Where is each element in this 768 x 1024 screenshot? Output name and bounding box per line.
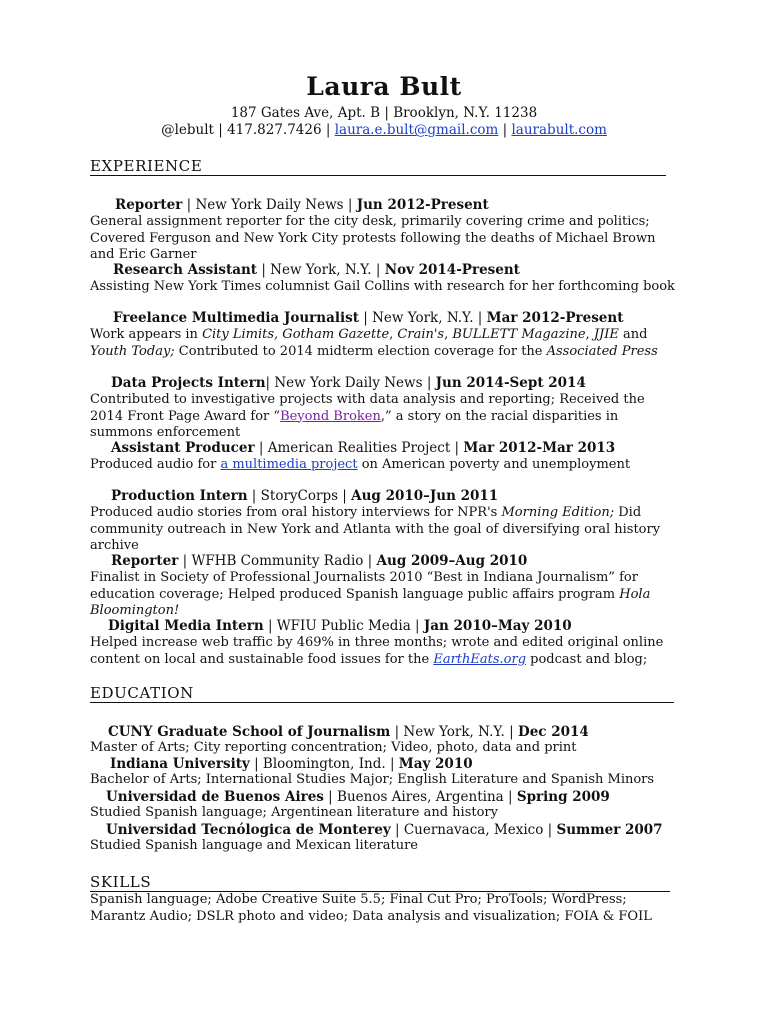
role-date: Aug 2009–Aug 2010 <box>376 553 528 569</box>
role-date: Jan 2010–May 2010 <box>423 618 572 634</box>
role-header <box>108 618 572 635</box>
role-title: Reporter <box>111 553 179 569</box>
program-name: Morning Edition; <box>501 505 615 520</box>
school-name: Indiana University <box>110 756 250 772</box>
desc-text: , <box>389 327 398 342</box>
education-header <box>106 789 610 805</box>
role-date: Nov 2014-Present <box>384 262 520 278</box>
education-description: Studied Spanish language and Mexican literature <box>90 838 418 853</box>
desc-text: Work appears in <box>90 327 203 342</box>
role-header <box>111 375 586 392</box>
publication-name: Crain's <box>397 327 445 342</box>
desc-text: on American poverty and unemployment <box>357 457 631 472</box>
role-date: Aug 2010–Jun 2011 <box>351 488 499 504</box>
school-date: Spring 2009 <box>516 789 610 805</box>
school-name: Universidad de Buenos Aires <box>106 789 324 805</box>
section-education: EDUCATION <box>90 684 674 703</box>
school-place: | Cuernavaca, Mexico | <box>390 822 557 838</box>
desc-text: Helped increase web traffic by 469% in three months; wrote and edited original online content on local and sustainable food issues for the <box>90 635 664 667</box>
role-description <box>90 327 680 360</box>
desc-text: podcast and blog; <box>526 651 648 667</box>
role-date: Jun 2014-Sept 2014 <box>435 375 586 391</box>
role-org: | StoryCorps | <box>247 488 352 504</box>
role-header <box>111 553 527 570</box>
role-org: | New York, N.Y. | <box>257 262 385 278</box>
role-description: Assisting New York Times columnist Gail Collins with research for her forthcoming book <box>90 279 675 294</box>
school-name: Universidad Tecnólogica de Monterey <box>106 822 391 838</box>
role-title: Assistant Producer <box>111 440 255 456</box>
beyond-broken-link[interactable]: Beyond Broken <box>280 408 381 424</box>
role-description <box>90 505 680 555</box>
education-header <box>108 724 589 740</box>
role-org: | American Realities Project | <box>254 440 464 456</box>
role-header <box>113 310 623 327</box>
role-description <box>90 570 680 620</box>
role-description <box>90 392 680 442</box>
role-description: General assignment reporter for the city desk, primarily covering crime and politics; Covered Ferguson and New York City protests following the deaths of Michael Brown and Eric Garner <box>90 214 656 262</box>
role-org: | New York Daily News | <box>265 375 436 391</box>
desc-text: Produced audio for <box>90 457 221 472</box>
multimedia-project-link[interactable]: a multimedia project <box>220 457 358 472</box>
education-description: Studied Spanish language; Argentinean literature and history <box>90 805 498 820</box>
section-skills: SKILLS <box>90 873 670 892</box>
desc-text: ,” a story on the racial disparities in summons enforcement <box>90 408 619 440</box>
desc-text: Contributed to investigative projects with data analysis and reporting; Received the 2014 Front Page Award for “ <box>90 392 645 424</box>
school-place: | Bloomington, Ind. | <box>249 756 399 772</box>
role-header <box>113 262 520 279</box>
role-header <box>111 488 498 505</box>
school-date: May 2010 <box>398 756 473 772</box>
email-link[interactable]: laura.e.bult@gmail.com <box>334 122 499 138</box>
education-header <box>110 756 473 772</box>
role-org: | New York, N.Y. | <box>358 310 487 326</box>
education-description: Bachelor of Arts; International Studies Major; English Literature and Spanish Minors <box>90 772 655 787</box>
contact-line <box>0 121 768 140</box>
address-line: 187 Gates Ave, Apt. B | Brooklyn, N.Y. 11238 <box>230 105 538 121</box>
publication-name: JJIE <box>593 327 619 342</box>
program-name: Hola Bloomington! <box>90 586 651 618</box>
role-org: | WFHB Community Radio | <box>178 553 377 569</box>
role-org: | New York Daily News | <box>182 197 357 213</box>
education-description: Master of Arts; City reporting concentration; Video, photo, data and print <box>90 740 577 755</box>
role-title: Production Intern <box>111 488 248 504</box>
role-description <box>90 457 680 474</box>
role-title: Reporter <box>115 197 183 213</box>
desc-text: Finalist in Society of Professional Journalists 2010 “Best in Indiana Journalism” for education coverage; Helped produced Spanish language public affairs program <box>90 570 638 602</box>
role-title: Digital Media Intern <box>108 618 264 634</box>
handle-phone: @lebult | 417.827.7426 | <box>161 122 331 138</box>
desc-text: Contributed to 2014 midterm election coverage for the <box>174 343 547 359</box>
role-header <box>111 440 615 457</box>
publication-name: BULLETT Magazine <box>452 327 586 342</box>
role-header <box>115 197 489 214</box>
skills-description: Spanish language; Adobe Creative Suite 5.5; Final Cut Pro; ProTools; WordPress; Marantz Audio; DSLR photo and video; Data analysis and visualization; FOIA & FOIL <box>90 892 652 924</box>
desc-text: , <box>585 327 594 342</box>
role-org: | WFIU Public Media | <box>263 618 424 634</box>
education-header <box>106 822 663 838</box>
publication-name: City Limits, Gotham Gazette <box>202 327 390 342</box>
desc-text: and <box>618 327 648 342</box>
school-name: CUNY Graduate School of Journalism <box>108 724 391 740</box>
section-experience: EXPERIENCE <box>90 157 666 176</box>
publication-name: Associated Press <box>546 343 658 359</box>
school-date: Summer 2007 <box>556 822 663 838</box>
eartheats-link[interactable]: EarthEats.org <box>433 651 527 667</box>
contact-separator: | <box>502 122 508 138</box>
role-date: Mar 2012-Mar 2013 <box>463 440 616 456</box>
role-date: Mar 2012-Present <box>486 310 624 326</box>
resume-name: Laura Bult <box>306 72 462 101</box>
desc-text: Did community outreach in New York and Atlanta with the goal of diversifying oral history archive <box>90 505 661 553</box>
publication-name: Youth Today; <box>90 343 175 359</box>
role-title: Data Projects Intern <box>111 375 266 391</box>
website-link[interactable]: laurabult.com <box>511 122 607 138</box>
school-place: | New York, N.Y. | <box>390 724 518 740</box>
role-date: Jun 2012-Present <box>356 197 489 213</box>
school-place: | Buenos Aires, Argentina | <box>323 789 517 805</box>
desc-text: Produced audio stories from oral history interviews for NPR's <box>90 505 502 520</box>
role-title: Freelance Multimedia Journalist <box>113 310 359 326</box>
desc-text: , <box>444 327 453 342</box>
role-description <box>90 635 680 668</box>
role-title: Research Assistant <box>113 262 258 278</box>
school-date: Dec 2014 <box>517 724 589 740</box>
